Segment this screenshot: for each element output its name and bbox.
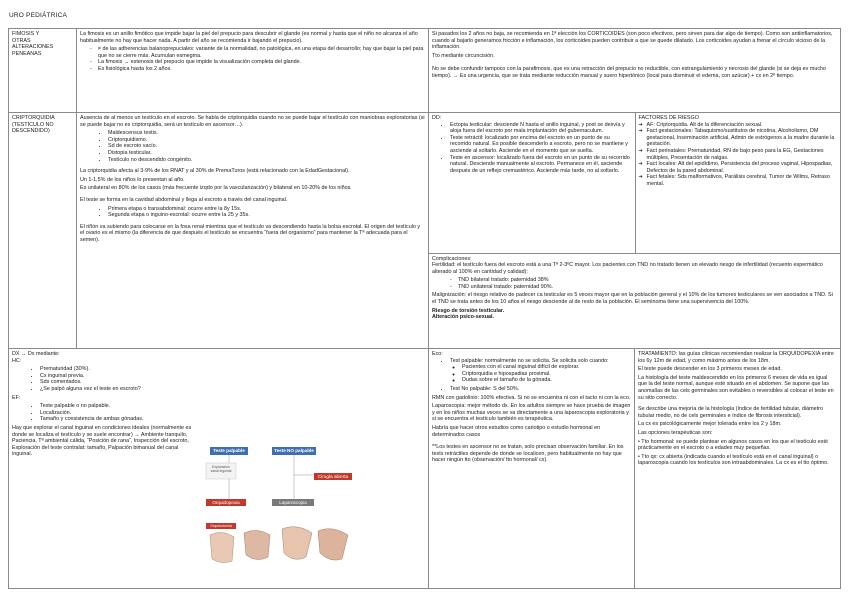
row-diagnosis bbox=[9, 349, 841, 589]
row-criptorquidia bbox=[9, 113, 841, 349]
eco-cell: Eco: • Test palpable: normalmente no se solicita. Se solicita solo cuando: ◦ Pacientes con el canal inguinal difícil de explorar. ◦ Criptorquidia e hipospadias proximal. ◦ Dudas sobre el tamaño de la gónada. • Test No palpable: S del 50%. RMN con gadolinio: 100% efectiva. Si no se encuentra ni con el tacto ni con la eco. Laparoscopia: mejor método dx. En los adultos siempre se hace prueba de imagen y en los niños muchas veces se va directamente a una laparoscopia exploratoria y si se encuentra el testículo también es terapéutica. Habría que hacer otros estudios como cariotipo o estudio hormonal en determinados casos **Los testes en ascensor no se tratan, solo precisan observación familiar. En los tests retráctiles depende de donde se localicen, pero habitualmente no hay que hacer ningún tto (observación/ tto hormonal/ cx). bbox=[429, 349, 635, 589]
notes-table bbox=[8, 28, 841, 589]
eco-sub-list bbox=[450, 364, 631, 384]
dd-risk-table bbox=[429, 113, 841, 325]
list-item: • Prematuridad (30%). bbox=[40, 366, 198, 373]
list-item: • ¿Se palpó alguna vez el teste en escroto? bbox=[40, 386, 198, 393]
list-item: ➔ AF: Criptorquidia. Alt de la diferenciación sexual. bbox=[647, 122, 839, 129]
list-item: • Test palpable: normalmente no se solicita. Se solicita solo cuando: ◦ Pacientes con el canal inguinal difícil de explorar. ◦ Criptorquidia e hipospadias proximal. ◦ Dudas sobre el tamaño de la gónada. bbox=[450, 358, 631, 384]
list-item: - Es fisiológica hasta los 2 años. bbox=[98, 66, 425, 73]
label-orquidopexia: Orquidopexia bbox=[212, 500, 240, 505]
label-teste-no-palpable: Teste NO palpable bbox=[274, 448, 314, 453]
dx-text: DX → Dx mediante: HC: • Prematuridad (30%). • Cx inguinal previa. • Sds comentados. • ¿Se palpó alguna vez el teste en escroto? EF: • Teste palpable o no palpable. • Localización. • Tamaño y consistencia de ambas gónadas. Hay que explorar el canal inguinal en condiciones ideales (normalmente es donde se localiza el testículo y se suele encontrar) → Ambiente tranquilo, Paciencia, Tª ambiental cálida, “Posición de rana”, Inspección del escroto, Exploración del teste contralat: tamaño, Palpación bimanual del canal inguinal. bbox=[12, 351, 198, 568]
list-item: • Sd de escroto vacío. bbox=[108, 143, 425, 150]
list-item: • Segunda etapa o inguino-escrotal: ocurre entre la 25 y 35s. bbox=[108, 212, 425, 219]
anatomy-sketch-2 bbox=[244, 530, 270, 559]
list-item: ◦ Pacientes con el canal inguinal difícil de explorar. bbox=[462, 364, 631, 371]
treatment-algorithm-figure bbox=[202, 351, 425, 568]
row-fimosis bbox=[9, 29, 841, 113]
ef-list bbox=[12, 403, 198, 423]
list-item: • Cx inguinal previa. bbox=[40, 373, 198, 380]
list-item: • Primera etapa o transabdominal: ocurre entre la 8y 15s. bbox=[108, 206, 425, 213]
list-item: - TND bilateral tratado: paternidad 38% bbox=[458, 277, 838, 284]
list-item: • Sds comentados. bbox=[40, 379, 198, 386]
fertility-list bbox=[432, 277, 838, 290]
eco-list bbox=[432, 358, 631, 393]
label-teste-palpable: Teste palpable bbox=[213, 448, 245, 453]
risk-factors-cell: FACTORES DE RIESGO ➔ AF: Criptorquidia. Alt de la diferenciación sexual. ➔ Fact gestacionales: Tabaquismo/sustitutos de nicotina, Alcoholismo, DM gestacional, Inseminación artificial, Admin de estrógenos a la madre durante la gestación. ➔ Fact perinatales: Prematuridad, RN de bajo peso para la EG, Gestaciones múltiples, Presentación de nalgas. ➔ Fact locales: Alt del epidídimo, Persistencia del proceso vaginal, Hipospadias, Defectos de la pared abdominal. ➔ Fact fetales: Sds malformativos, Parálisis cerebral, Tumor de Wilms, Retraso mental. bbox=[635, 113, 841, 253]
page-title: URO PEDIÁTRICA bbox=[9, 12, 68, 19]
list-item: • Testículo no descendido congénito. bbox=[108, 157, 425, 164]
dd-cell: DD: • Ectopia testicular: desciende N hasta el anillo inguinal, y post se desvía y aloja fuera del escroto por mala implantación del gubernaculum. • Teste retráctil: localizado por encima del escroto en un punto de su recorrido natural. Es posible descenderlo a escroto, pero no se mantiene y asciende al soltarlo. Asciende en el momento que se suelta. • Teste en ascensor: localizado fuera del escroto en un punto de su recorrido natural. Desciende manualmente al escroto. Permanece en él, asciende después de un reflejo cremastérico. Asciende más tarde, no al soltarlo. bbox=[429, 113, 635, 253]
list-item: ◦ Dudas sobre el tamaño de la gónada. bbox=[462, 377, 631, 384]
row-heading-criptorquidia: CRIPTORQUIDIA (TESTÍCULO NO DESCENDIDO) bbox=[9, 113, 77, 349]
criptorquidia-right-cell bbox=[429, 113, 841, 349]
row-heading-fimosis: FIMOSIS Y OTRAS ALTERACIONES PENEANAS bbox=[9, 29, 77, 113]
list-item: - ≠ de las adherencias balanoprepuciales: variante de la normalidad, no patológica, en una etapa del desarrollo; hay que bajar la piel para que no se cierre más. Acumulan esmegma. bbox=[98, 46, 425, 59]
dd-list bbox=[432, 122, 632, 175]
dx-cell bbox=[9, 349, 429, 589]
list-item: • Maldescensus testis. bbox=[108, 130, 425, 137]
list-item: - La fimosis → estenosis del prepucio que impide la visualización completa del glande. bbox=[98, 59, 425, 66]
list-item: • Ectopia testicular: desciende N hasta el anillo inguinal, y post se desvía y aloja fuera del escroto por mala implantación del gubernaculum. bbox=[450, 122, 632, 135]
list-item: • Test No palpable: S del 50%. bbox=[450, 386, 631, 393]
phases-list bbox=[80, 206, 425, 219]
complications-cell: Complicaciones: Fertilidad: el testículo fuera del escroto está a una Tª 2-3ºC mayor. Los pacientes con TND no tratado tienen un elevado riesgo de infertilidad (recuento espermático alterado al 100% en cantidad y calidad): - TND bilateral tratado: paternidad 38% - TND unilateral tratado: paternidad 90%. Malignización: el riesgo relativo de padecer ca testicular es 5 veces mayor que en la población general y el 10% de los tumores testiculares se ven asociados a TND. Si el TND se trata antes de los 10 años el riesgo desciende al de resto de la población. El seminoma tiene una supervivencia del 100%. Riesgo de torsión testicular. Alteración psico-sexual. bbox=[429, 253, 841, 325]
hc-list bbox=[12, 366, 198, 392]
list-item: ➔ Fact locales: Alt del epidídimo, Persistencia del proceso vaginal, Hipospadias, Defectos de la pared abdominal. bbox=[647, 161, 839, 174]
list-item: • Tamaño y consistencia de ambas gónadas. bbox=[40, 416, 198, 423]
risk-list bbox=[639, 122, 839, 188]
label-cirugia-abierta: Cirugía abierta bbox=[317, 474, 349, 479]
fimosis-left-cell: La fimosis es un anillo fimótico que impide bajar la piel del prepucio para descubrir el glande (es normal y hasta que el niño no alcanza el año habitualmente no hay que hacer nada. A partir del año se recomienda ir bajando el prepucio). - ≠ de las adherencias balanoprepuciales: variante de la normalidad, no patológica, en una etapa del desarrollo; hay que bajar la piel para que no se cierre más. Acumulan esmegma. - La fimosis → estenosis del prepucio que impide la visualización completa del glande. - Es fisiológica hasta los 2 años. bbox=[77, 29, 429, 113]
list-item: ◦ Criptorquidia e hipospadias proximal. bbox=[462, 371, 631, 378]
list-item: - TND unilateral tratado: paternidad 90%. bbox=[458, 284, 838, 291]
label-exploracion: Exploración canal inguinal bbox=[210, 465, 232, 473]
label-orquiectomia: Orquiectomía bbox=[210, 524, 232, 528]
list-item: • Teste palpable o no palpable. bbox=[40, 403, 198, 410]
list-item: ➔ Fact fetales: Sds malformativos, Parálisis cerebral, Tumor de Wilms, Retraso mental. bbox=[647, 174, 839, 187]
fimosis-right-cell: Si pasados los 2 años no baja, se recomienda en 1ª elección los CORTICOIDES (son poco efectivos, pero sirven para dar algo de tiempo). Como son antiinflamatorios, cuando al bajarlo generamos fricción e inflamación, los corticoides pueden contribuir a que se quede dilatado. Los corticoides ayudan a frenar el círculo vicioso de la inflamación. Tto mediante circuncisión. No se debe confundir tampoco con la parafimosis, que es una retracción del prepucio no reductible, con estrangulamiento y necrosis del glande (si se deja ev mucho tiempo). → Es una urgencia, que se trata mediante reducción manual y suero hipertónico (local para disminuir el edema, con azúcar) + cx en 2º tiempo. bbox=[429, 29, 841, 113]
treatment-cell: TRATAMIENTO: las guías clínicas recomiendan realizar la ORQUIDOPEXIA entre los 6y 12m de edad, y como máximo antes de los 18m. El teste puede descender en los 3 primeros meses de edad. La histología del teste maldescendido en los primeros 6 meses de vida es igual que la del teste normal, aunque esté situado en el abdomen. Se supone que las anomalías de las cels germinales son evitables o reversibles al colocar el teste en su sitio correcto. Se describe una mejoría de la histología (índice de fertilidad tubular, diámetro tubular medio, no de cels germinales e índice de fibrosis intersticial). La cx es psicológicamente mejor tolerada entre los 2 y 18m. Las opciones terapéuticas son: • Tto hormonal: se puede plantear en algunos casos en los que el testículo esté prácticamente en el escroto o a edades muy pequeñas. • Tto qx: cx abierta (indicada cuando el testículo está en el canal inguinal) o laparoscopia cuando los testículos son intraabdominales. La cx es el tto óptimo. bbox=[635, 349, 841, 589]
list-item: ➔ Fact gestacionales: Tabaquismo/sustitutos de nicotina, Alcoholismo, DM gestacional, Inseminación artificial, Admin de estrógenos a la madre durante la gestación. bbox=[647, 128, 839, 148]
list-item: • Teste retráctil: localizado por encima del escroto en un punto de su recorrido natural. Es posible descenderlo a escroto, pero no se mantiene y asciende al soltarlo. Asciende en el momento que se suelta. bbox=[450, 135, 632, 155]
list-item: • Criptorquidismo. bbox=[108, 137, 425, 144]
anatomy-sketch-1 bbox=[210, 532, 234, 562]
list-item: • Localización. bbox=[40, 410, 198, 417]
label-laparoscopia: Laparoscopia bbox=[279, 500, 307, 505]
synonyms-list bbox=[80, 130, 425, 163]
fimosis-list bbox=[80, 46, 425, 72]
criptorquidia-left-cell: Ausencia de al menos un testículo en el escroto. Se habla de criptorquidia cuando no se puede bajar el testículo con maniobras exploratorias (si se puede bajar no es criptorquidia, será un testículo en ascensor…). • Maldescensus testis. • Criptorquidismo. • Sd de escroto vacío. • Distopia testicular. • Testículo no descendido congénito. La criptorquidia afecta al 3-9% de los RNAT y al 30% de PremaTuros (está relacionado con la EdadGestacional). Un 1-1,5% de los niños lo presentan al año. Es unilateral en 80% de los casos (más frecuente izqdo por la vascularización) y bilateral en 10-20% de los niños. El teste se forma en la cavidad abdominal y llega al escroto a través del canal inguinal. • Primera etapa o transabdominal: ocurre entre la 8y 15s. • Segunda etapa o inguino-escrotal: ocurre entre la 25 y 35s. El riñón va subiendo para colocarse en la fosa renal mientras que el testículo va descendiendo hasta la bolsa escrotal. El origen del testículo y el ovario es el mismo (la diferencia de que después el testículo se encuentra “fuera del organismo” para mantener la Tª adecuada para el semen). bbox=[77, 113, 429, 349]
list-item: ➔ Fact perinatales: Prematuridad, RN de bajo peso para la EG, Gestaciones múltiples, Presentación de nalgas. bbox=[647, 148, 839, 161]
list-item: • Distopia testicular. bbox=[108, 150, 425, 157]
list-item: • Teste en ascensor: localizado fuera del escroto en un punto de su recorrido natural. Desciende manualmente al escroto. Permanece en él, asciende después de un reflejo cremastérico. Asciende más tarde, no al soltarlo. bbox=[450, 155, 632, 175]
